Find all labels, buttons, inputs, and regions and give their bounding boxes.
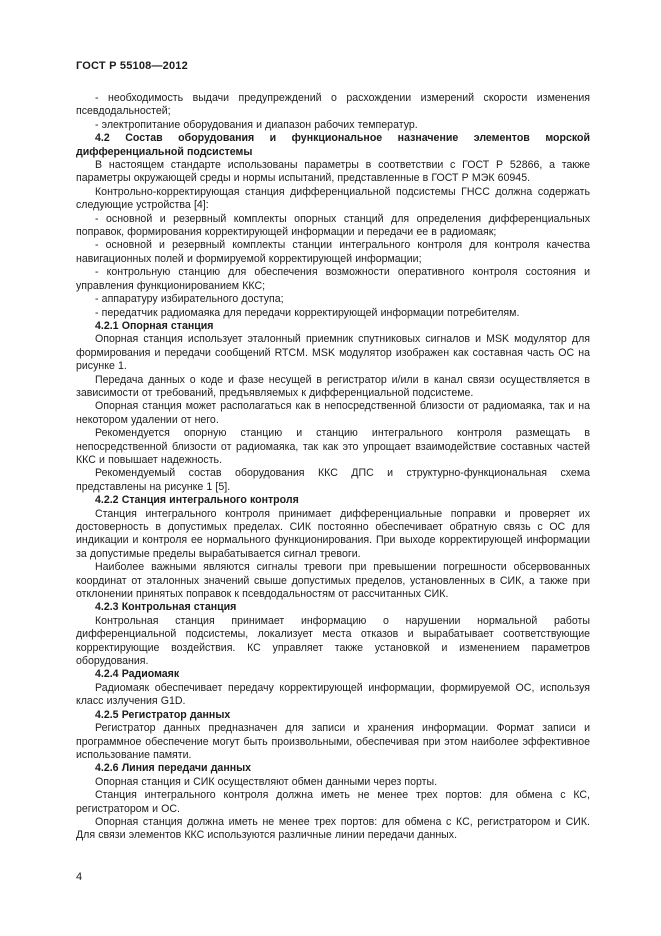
paragraph: Наиболее важными являются сигналы тревоги при превышении погрешности обсервованных координат от эталонных значений свыше допустимых пределов, установленных в СИК, а также при отклонении принятых поправок к псевдодальностям от рассчитанных СИК.: [76, 561, 590, 601]
page-number: 4: [76, 871, 83, 883]
paragraph: Станция интегрального контроля должна иметь не менее трех портов: для обмена с КС, регистратором и ОС.: [76, 789, 590, 815]
paragraph: Опорная станция и СИК осуществляют обмен данными через порты.: [95, 775, 438, 788]
section-heading: 4.2.2 Станция интегрального контроля: [95, 494, 299, 507]
paragraph: Рекомендуется опорную станцию и станцию интегрального контроля размещать в непосредственной близости от радиомаяка, так как это упрощает взаимодействие составных частей ККС и повышает надежность.: [76, 427, 590, 466]
paragraph: Контрольно-корректирующая станция дифференциальной подсистемы ГНСС должна содержать следующие устройства [4]:: [76, 185, 590, 212]
paragraph: Опорная станция может располагаться как в непосредственной близости от радиомаяка, так и на некотором удалении от него.: [76, 400, 590, 426]
section-heading: 4.2.1 Опорная станция: [95, 319, 214, 332]
section-heading: 4.2.3 Контрольная станция: [95, 601, 237, 614]
paragraph: В настоящем стандарте использованы параметры в соответствии с ГОСТ Р 52866, а также параметры окружающей среды и нормы испытаний, представленные в ГОСТ Р МЭК 60945.: [76, 159, 590, 185]
paragraph: Передача данных о коде и фазе несущей в регистратор и/или в канал связи осуществляется в зависимости от требований, предъявляемых к дифференциальной подсистеме.: [76, 373, 590, 399]
document-number-header: ГОСТ Р 55108—2012: [76, 60, 188, 72]
section-heading: 4.2.4 Радиомаяк: [95, 668, 180, 681]
paragraph: Станция интегрального контроля принимает дифференциальные поправки и проверяет их достоверность в допустимых пределах. СИК постоянно обеспечивает обратную связь с ОС для индикации и контроля ее нормального функционирования. При выходе корректирующей информации за допустимые пределы вырабатывается сигнал тревоги.: [76, 507, 590, 560]
paragraph: - передатчик радиомаяка для передачи корректирующей информации потребителям.: [95, 306, 520, 319]
paragraph: - необходимость выдачи предупреждений о расхождении измерений скорости изменения псевдодальностей;: [76, 92, 590, 118]
paragraph: - аппаратуру избирательного доступа;: [95, 293, 284, 306]
paragraph: - основной и резервный комплекты станции интегрального контроля для контроля качества навигационных полей и формируемой корректирующей информации;: [76, 239, 590, 265]
paragraph: - основной и резервный комплекты опорных станций для определения дифференциальных поправок, формирования корректирующей информации и передачи ее в радиомаяк;: [76, 212, 590, 239]
paragraph: Опорная станция использует эталонный приемник спутниковых сигналов и MSK модулятор для формирования и передачи сообщений RTCM. MSK модулятор изображен как составная часть ОС на рисунке 1.: [76, 333, 590, 373]
section-heading: 4.2.5 Регистратор данных: [95, 708, 231, 721]
paragraph: - электропитание оборудования и диапазон рабочих температур.: [95, 118, 418, 131]
paragraph: Рекомендуемый состав оборудования ККС ДПС и структурно-функциональная схема представлены на рисунке 1 [5].: [76, 467, 590, 493]
section-heading: 4.2 Состав оборудования и функциональное назначение элементов морской дифференциальной подсистемы: [76, 132, 590, 158]
paragraph: - контрольную станцию для обеспечения возможности оперативного контроля состояния и управления функционированием ККС;: [76, 266, 590, 292]
paragraph: Опорная станция должна иметь не менее трех портов: для обмена с КС, регистратором и СИК. Для связи элементов ККС используются различные линии передачи данных.: [76, 815, 590, 842]
paragraph: Контрольная станция принимает информацию о нарушении нормальной работы дифференциальной подсистемы, локализует места отказов и вырабатывает соответствующие корректирующие воздействия. КС управляет также установкой и изменением параметров оборудования.: [76, 614, 590, 668]
paragraph: Регистратор данных предназначен для записи и хранения информации. Формат записи и программное обеспечение могут быть произвольными, обеспечивая при этом наиболее эффективное использование памяти.: [76, 722, 590, 761]
document-body: [76, 92, 590, 843]
paragraph: Радиомаяк обеспечивает передачу корректирующей информации, формируемой ОС, используя класс излучения G1D.: [76, 681, 590, 708]
section-heading: 4.2.6 Линия передачи данных: [95, 762, 252, 775]
